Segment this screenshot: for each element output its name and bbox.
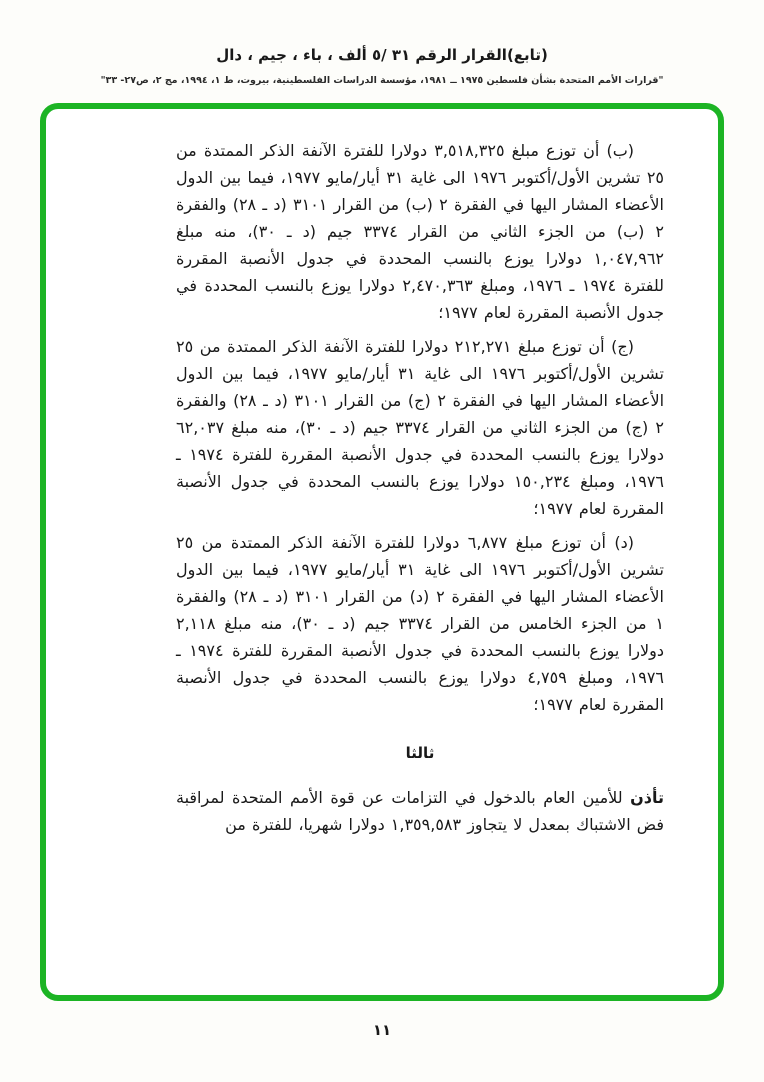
page-number: ١١ [372, 1021, 392, 1039]
page-header [0, 0, 764, 86]
green-border-content-box [40, 103, 724, 1001]
source-citation: "قرارات الأمم المتحدة بشأن فلسطين ١٩٧٥ ــ ١٩٨١، مؤسسة الدراسات الفلسطينية، بيروت، ط ١، ١٩٩٤، مج ٢، ص٢٧- ٣٣" [100, 75, 664, 86]
paragraph-j: (ج) أن توزع مبلغ ٢١٢,٢٧١ دولارا للفترة الآنفة الذكر الممتدة من ٢٥ تشرين الأول/أكتوبر ١٩٧٦ الى غاية ٣١ أيار/مايو ١٩٧٧، فيما بين الدول الأعضاء المشار اليها في الفقرة ٢ (ج) من القرار ٣١٠١ (د ـ ٢٨) والفقرة ٢ (ج) من الجزء الثاني من القرار ٣٣٧٤ جيم (د ـ ٣٠)، منه مبلغ ٦٢,٠٣٧ دولارا يوزع بالنسب المحددة في جدول الأنصبة المقررة للفترة ١٩٧٤ ـ ١٩٧٦، ومبلغ ١٥٠,٢٣٤ دولارا يوزع بالنسب المحددة في جدول الأنصبة المقررة لعام ١٩٧٧؛ [176, 337, 665, 518]
document-title: (تابع)القرار الرقم ٣١ /٥ ألف ، باء ، جيم ، دال [216, 46, 548, 64]
closing-paragraph [176, 784, 664, 838]
paragraph-b: (ب) أن توزع مبلغ ٣,٥١٨,٣٢٥ دولارا للفترة الآنفة الذكر الممتدة من ٢٥ تشرين الأول/أكتوبر ١٩٧٦ الى غاية ٣١ أيار/مايو ١٩٧٧، فيما بين الدول الأعضاء المشار اليها في الفقرة ٢ (ب) من القرار ٣١٠١ (د ـ ٢٨) والفقرة ٢ (ب) من الجزء الثاني من القرار ٣٣٧٤ جيم (د ـ ٣٠)، منه مبلغ ١,٠٤٧,٩٦٢ دولارا يوزع بالنسب المحددة في جدول الأنصبة المقررة للفترة ١٩٧٤ ـ ١٩٧٦، ومبلغ ٢,٤٧٠,٣٦٣ دولارا يوزع بالنسب المحددة في جدول الأنصبة المقررة لعام ١٩٧٧؛ [176, 141, 665, 322]
closing-lead-word: تأذن [630, 788, 664, 807]
section-heading-third: ثالثا [405, 744, 435, 762]
closing-rest-text: للأمين العام بالدخول في التزامات عن قوة الأمم المتحدة لمراقبة فض الاشتباك بمعدل لا يتجاوز ١,٣٥٩,٥٨٣ دولارا شهريا، للفترة من [176, 788, 664, 834]
resolution-body-text [176, 137, 664, 838]
page-footer [0, 1021, 764, 1039]
paragraph-d: (د) أن توزع مبلغ ٦,٨٧٧ دولارا للفترة الآنفة الذكر الممتدة من ٢٥ تشرين الأول/أكتوبر ١٩٧٦ الى غاية ٣١ أيار/مايو ١٩٧٧، فيما بين الدول الأعضاء المشار اليها في الفقرة ٢ (د) من القرار ٣١٠١ (د ـ ٢٨) والفقرة ١ من الجزء الخامس من القرار ٣٣٧٤ جيم (د ـ ٣٠)، منه مبلغ ٢,١١٨ دولارا يوزع بالنسب المحددة في جدول الأنصبة المقررة للفترة ١٩٧٤ ـ ١٩٧٦، ومبلغ ٤,٧٥٩ دولارا يوزع بالنسب المحددة في جدول الأنصبة المقررة لعام ١٩٧٧؛ [176, 533, 665, 714]
